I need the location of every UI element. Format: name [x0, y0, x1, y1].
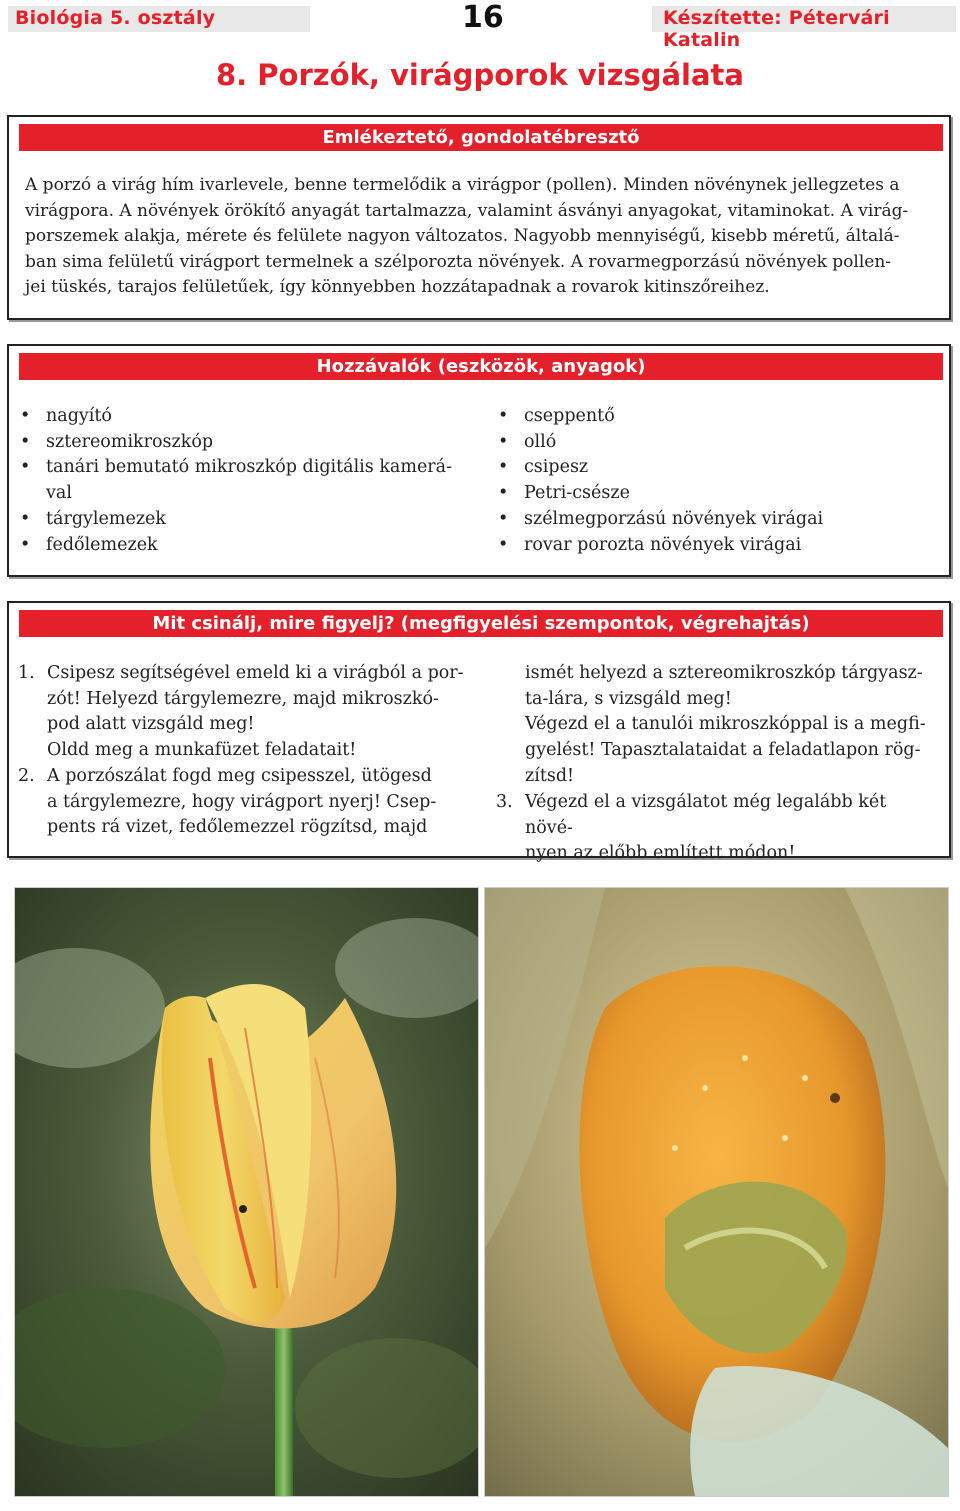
procedure-heading: Mit csinálj, mire figyelj? (megfigyelési szempontok, végrehajtás)	[19, 610, 943, 637]
reminder-heading: Emlékeztető, gondolatébresztő	[19, 124, 943, 151]
header-subject: Biológia 5. osztály	[15, 7, 216, 29]
tulip-image	[15, 888, 478, 1496]
reminder-line: jei tüskés, tarajos felületűek, így könnyebben hozzátapadnak a rovarok kitinszőreihez.	[25, 277, 770, 298]
header-author: Készítette: Pétervári Katalin	[663, 7, 890, 51]
list-item: • rovar porozta növények virágai	[496, 533, 936, 559]
list-item: • fedőlemezek	[18, 533, 478, 559]
list-item: • Petri-csésze	[496, 481, 936, 507]
reminder-box	[7, 115, 951, 320]
page-title: 8. Porzók, virágporok vizsgálata	[216, 58, 744, 92]
list-item: • szélmegporzású növények virágai	[496, 507, 936, 533]
procedure-box: Mit csinálj, mire figyelj? (megfigyelési szempontok, végrehajtás) 1. Csipesz segítségével emeld ki a virágból a por- zót! Helyezd tárgylemezre, majd mikroszkó- pod alatt vizsgáld meg! Oldd meg a munkafüzet feladatait! 2. A porzószálat fogd meg csipesszel, ütögesd a tárgylemezre, hogy virágport nyerj! Csep- pents rá vizet, fedőlemezzel rögzítsd, majd ismét helyezd a sztereomikroszkóp tárgyasz- ta-lára, s vizsgáld meg! Végezd el a tanulói mikroszkóppal is a megfi- gyelést! Tapasztalataidat a feladatlapon rög- zítsd! 3. Végezd el a vizsgálatot még legalább két növé- nyen az előbb említett módon!	[7, 601, 951, 858]
list-item: • olló	[496, 430, 936, 456]
page-number: 16	[462, 0, 504, 35]
reminder-line: A porzó a virág hím ivarlevele, benne termelődik a virágpor (pollen). Minden növénynek jellegzetes a	[25, 175, 900, 195]
list-item: • cseppentő	[496, 404, 936, 430]
page-header	[0, 0, 960, 51]
materials-heading: Hozzávalók (eszközök, anyagok)	[19, 353, 943, 380]
materials-box	[7, 344, 951, 577]
materials-list-left	[18, 404, 478, 558]
reminder-line: porszemek alakja, mérete és felülete nagyon változatos. Nagyobb mennyiségű, kisebb méretű, általá-	[25, 226, 900, 247]
pollen-micrograph-photo	[484, 887, 949, 1497]
list-item: • nagyító	[18, 404, 478, 430]
reminder-line: virágpora. A növények örökítő anyagát tartalmazza, valamint ásványi anyagokat, vitaminokat. A virág-	[25, 200, 909, 221]
list-item: • sztereomikroszkóp	[18, 430, 478, 456]
list-item: • csipesz	[496, 455, 936, 481]
reminder-text	[25, 173, 947, 301]
list-item: • tárgylemezek	[18, 507, 478, 533]
reminder-line: ban sima felületű virágport termelnek a szélporozta növények. A rovarmegporzású növények pollen-	[25, 251, 892, 272]
list-item: • tanári bemutató mikroszkóp digitális kamerá- val	[18, 455, 478, 506]
pollen-micrograph-image	[485, 888, 948, 1496]
materials-list-right	[496, 404, 936, 558]
tulip-photo	[14, 887, 479, 1497]
